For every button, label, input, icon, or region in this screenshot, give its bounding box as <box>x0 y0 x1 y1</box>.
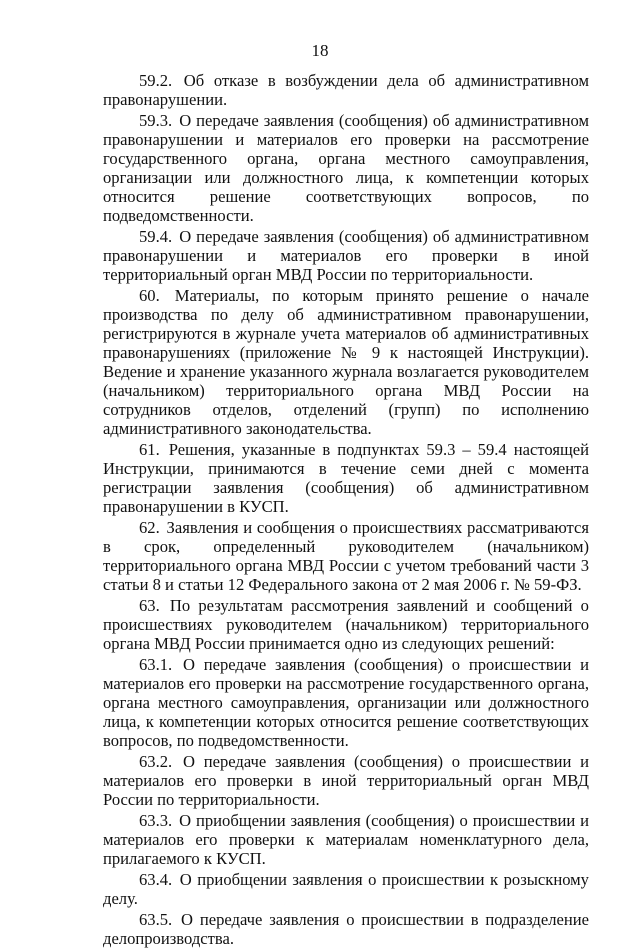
paragraph-63-1 <box>103 655 589 750</box>
paragraph-59-4 <box>103 227 589 284</box>
paragraph-text: Материалы, по которым принято решение о начале производства по делу об административном правонарушении, регистрируются в журнале учета материалов об административных правонарушениях (приложение № 9 к настоящей Инструкции). Ведение и хранение указанного журнала возлагается руководителем (начальником) территориального органа МВД России на сотрудников отделов, отделений (групп) по исполнению административного законодательства. <box>103 286 589 438</box>
paragraph-63-3 <box>103 811 589 868</box>
paragraph-number: 59.2. <box>139 71 173 90</box>
paragraph-number: 61. <box>139 440 160 459</box>
paragraph-63-4 <box>103 870 589 908</box>
paragraph-text: О передаче заявления о происшествии в подразделение делопроизводства. <box>103 910 589 948</box>
paragraph-text: О передаче заявления (сообщения) об административном правонарушении и материалов его проверки на рассмотрение государственного органа, органа местного самоуправления, организации или должностного лица, к компетенции которых относится решение соответствующих вопросов, по подведомственности. <box>103 111 589 225</box>
paragraph-text: О передаче заявления (сообщения) об административном правонарушении и материалов его проверки в иной территориальный орган МВД России по территориальности. <box>103 227 589 284</box>
paragraph-text: Об отказе в возбуждении дела об административном правонарушении. <box>103 71 589 109</box>
paragraph-number: 63.5. <box>139 910 173 929</box>
paragraph-text: О приобщении заявления (сообщения) о происшествии и материалов его проверки к материалам номенклатурного дела, прилагаемого к КУСП. <box>103 811 589 868</box>
paragraph-number: 59.3. <box>139 111 173 130</box>
page-number: 18 <box>311 41 329 60</box>
paragraph-text: О передаче заявления (сообщения) о происшествии и материалов его проверки на рассмотрение государственного органа, органа местного самоуправления, организации или должностного лица, к компетенции которых относится решение соответствующих вопросов, по подведомственности. <box>103 655 589 750</box>
paragraph-number: 63.1. <box>139 655 173 674</box>
paragraph-text: О приобщении заявления о происшествии к розыскному делу. <box>103 870 589 908</box>
paragraph-text: По результатам рассмотрения заявлений и сообщений о происшествиях руководителем (начальником) территориального органа МВД России принимается одно из следующих решений: <box>103 596 589 653</box>
paragraph-60 <box>103 286 589 438</box>
paragraph-61 <box>103 440 589 516</box>
paragraph-62 <box>103 518 589 594</box>
paragraph-number: 63.3. <box>139 811 173 830</box>
paragraph-number: 62. <box>139 518 160 537</box>
paragraph-number: 63.2. <box>139 752 173 771</box>
paragraph-text: Решения, указанные в подпунктах 59.3 – 59.4 настоящей Инструкции, принимаются в течение семи дней с момента регистрации заявления (сообщения) об административном правонарушении в КУСП. <box>103 440 589 516</box>
paragraph-63 <box>103 596 589 653</box>
paragraph-text: О передаче заявления (сообщения) о происшествии и материалов его проверки в иной территориальный орган МВД России по территориальности. <box>103 752 589 809</box>
paragraph-59-3 <box>103 111 589 225</box>
paragraph-number: 63.4. <box>139 870 173 889</box>
document-body <box>103 71 589 950</box>
paragraph-number: 60. <box>139 286 160 305</box>
paragraph-text: Заявления и сообщения о происшествиях рассматриваются в срок, определенный руководителем (начальником) территориального органа МВД России с учетом требований части 3 статьи 8 и статьи 12 Федерального закона от 2 мая 2006 г. № 59-ФЗ. <box>103 518 589 594</box>
paragraph-63-5 <box>103 910 589 948</box>
paragraph-59-2 <box>103 71 589 109</box>
paragraph-number: 59.4. <box>139 227 173 246</box>
paragraph-63-2 <box>103 752 589 809</box>
paragraph-number: 63. <box>139 596 160 615</box>
